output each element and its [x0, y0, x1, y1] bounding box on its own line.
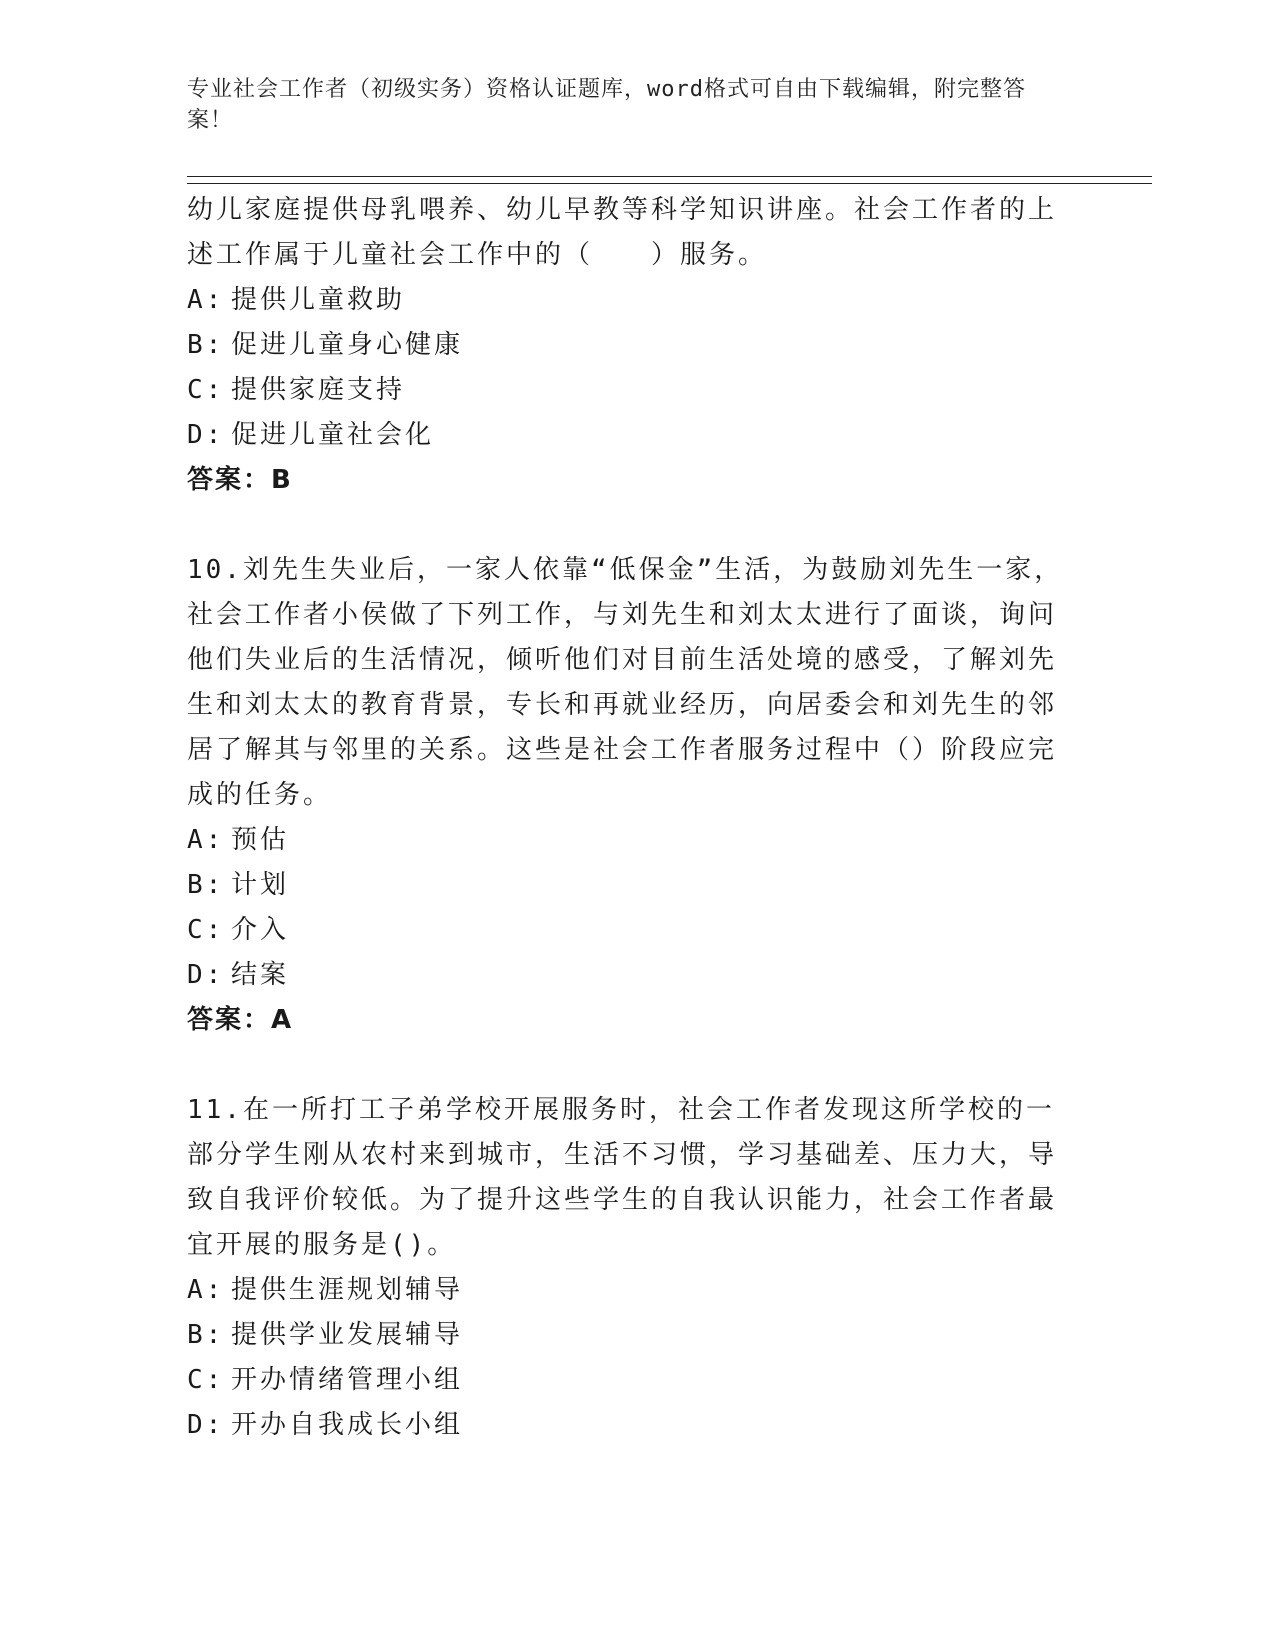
- option-text: 开办情绪管理小组: [231, 1365, 464, 1395]
- page-header: 专业社会工作者（初级实务）资格认证题库，word格式可自由下载编辑，附完整答案！: [187, 77, 1026, 133]
- option-b: [187, 863, 1077, 908]
- option-text: 提供生涯规划辅导: [231, 1275, 464, 1305]
- option-text: 预估: [231, 825, 290, 855]
- option-key: A:: [187, 1275, 225, 1305]
- option-text: 介入: [231, 915, 290, 945]
- option-c: [187, 1358, 1077, 1403]
- option-text: 结案: [231, 960, 290, 990]
- question-block: [187, 548, 1077, 1043]
- option-key: D:: [187, 420, 225, 450]
- option-key: B:: [187, 330, 225, 360]
- option-text: 提供儿童救助: [231, 285, 406, 315]
- option-a: [187, 278, 1077, 323]
- spacer: [187, 503, 1077, 548]
- option-a: [187, 818, 1077, 863]
- option-key: D:: [187, 1410, 225, 1440]
- option-key: C:: [187, 375, 225, 405]
- option-text: 促进儿童身心健康: [231, 330, 464, 360]
- answer-line: 答案：B: [187, 465, 293, 495]
- option-text: 提供家庭支持: [231, 375, 406, 405]
- option-b: [187, 323, 1077, 368]
- question-block: [187, 1088, 1077, 1448]
- option-key: D:: [187, 960, 225, 990]
- option-d: [187, 413, 1077, 458]
- question-stem: 11.在一所打工子弟学校开展服务时，社会工作者发现这所学校的一部分学生刚从农村来到城市，生活不习惯，学习基础差、压力大，导致自我评价较低。为了提升这些学生的自我认识能力，社会工作者最宜开展的服务是()。: [187, 1095, 1058, 1260]
- option-text: 计划: [231, 870, 290, 900]
- option-c: [187, 908, 1077, 953]
- option-key: B:: [187, 1320, 225, 1350]
- option-key: A:: [187, 825, 225, 855]
- option-b: [187, 1313, 1077, 1358]
- option-d: [187, 953, 1077, 998]
- option-key: A:: [187, 285, 225, 315]
- option-key: B:: [187, 870, 225, 900]
- option-text: 开办自我成长小组: [231, 1410, 464, 1440]
- option-text: 促进儿童社会化: [231, 420, 435, 450]
- option-d: [187, 1403, 1077, 1448]
- question-stem: 幼儿家庭提供母乳喂养、幼儿早教等科学知识讲座。社会工作者的上述工作属于儿童社会工作中的（ ）服务。: [187, 195, 1058, 270]
- question-stem: 10.刘先生失业后，一家人依靠“低保金”生活，为鼓励刘先生一家，社会工作者小侯做了下列工作，与刘先生和刘太太进行了面谈，询问他们失业后的生活情况，倾听他们对目前生活处境的感受，了解刘先生和刘太太的教育背景，专长和再就业经历，向居委会和刘先生的邻居了解其与邻里的关系。这些是社会工作者服务过程中（）阶段应完成的任务。: [187, 555, 1064, 810]
- question-block: [187, 188, 1077, 503]
- question-list: [187, 188, 1077, 1448]
- option-c: [187, 368, 1077, 413]
- option-key: C:: [187, 1365, 225, 1395]
- answer-line: 答案：A: [187, 1005, 294, 1035]
- header-double-rule: [187, 176, 1152, 184]
- spacer: [187, 1043, 1077, 1088]
- option-text: 提供学业发展辅导: [231, 1320, 464, 1350]
- option-a: [187, 1268, 1077, 1313]
- option-key: C:: [187, 915, 225, 945]
